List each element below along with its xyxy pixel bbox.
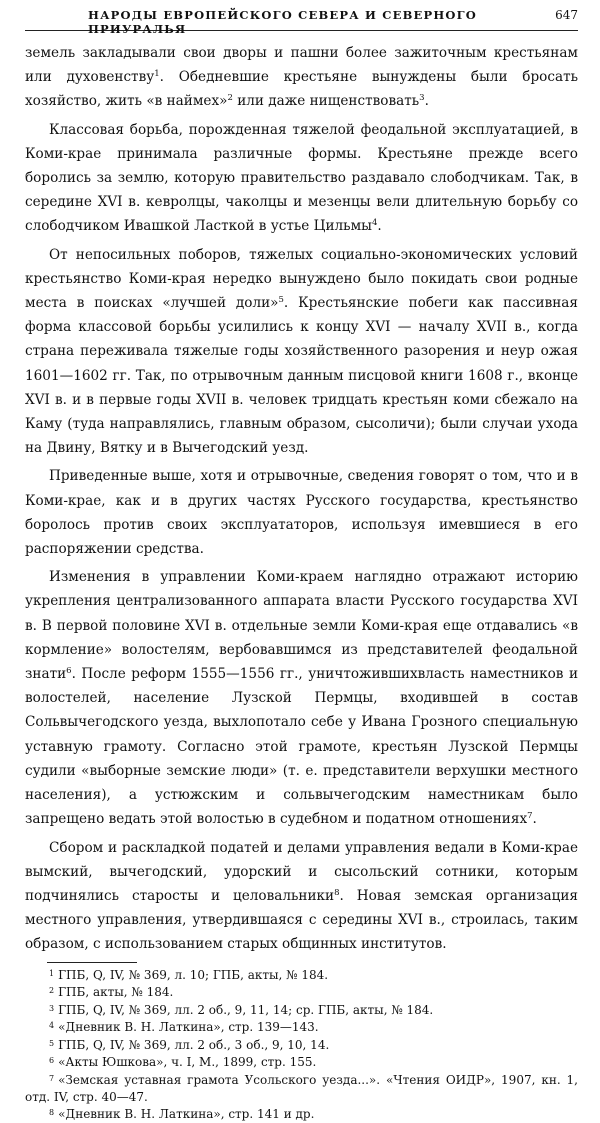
footnotes — [25, 966, 578, 1123]
footnote-2: $^2$ ГПБ, акты, № 184. — [49, 985, 174, 1000]
footnote-ref-8: 8 — [334, 887, 340, 898]
footnote-5: $^5$ ГПБ, Q, IV, № 369, лл. 2 об., 3 об., 9, 10, 14. — [49, 1037, 330, 1052]
footnote-ref-1: 1 — [154, 69, 160, 80]
footnote-3: $^3$ ГПБ, Q, IV, № 369, лл. 2 об., 9, 11, 14; ср. ГПБ, акты, № 184. — [49, 1002, 434, 1017]
footnote-4: $^4$ «Дневник В. Н. Латкина», стр. 139—143. — [49, 1020, 319, 1035]
paragraph-5: Изменения в управлении Коми-краем наглядно отражают историю укрепления централизованного аппарата власти Русского государства XVI в. В первой половине XVI в. отдельные земли Коми-края еще отдавались «в кормление» волостелям, вербовавшимся из представителей феодальной знати$^6$. После реформ 1555—1556 гг., уничтожившихвласть наместников и волостелей, население Лузской Пермцы, входившей в состав Сольвычегодского уезда, выхлопотало себе у Ивана Грозного специальную уставную грамоту. Согласно этой грамоте, крестьян Лузской Пермцы судили «выборные земские люди» (т. е. представители верхушки местного населения), а устюжским и сольвычегодским наместникам было запрещено ведать этой волостью в судебном и податном отношениях$^7$. — [25, 569, 578, 828]
running-title: НАРОДЫ ЕВРОПЕЙСКОГО СЕВЕРА И СЕВЕРНОГО ПРИУРАЛЬЯ — [88, 8, 477, 36]
paragraph-6: Сбором и раскладкой податей и делами управления ведали в Коми-крае вымский, вычегодский, удорский и сысольский сотники, которым подчинялись старосты и целовальники$^8$. Новая земская организация местного управления, утвердившаяся с середины XVI в., строилась, таким образом, с использованием старых общинных институтов. — [25, 839, 578, 953]
paragraph-2: Классовая борьба, порожденная тяжелой феодальной эксплуатацией, в Коми-крае принимала различные формы. Крестьяне прежде всего боролись за землю, которую правительство раздавало слободчикам. Так, в середине XVI в. кевролцы, чаколцы и мезенцы вели длительную борьбу со слободчиком Ивашкой Ласткой в устье Цильмы$^4$. — [25, 121, 578, 235]
footnote-8: $^8$ «Дневник В. Н. Латкина», стр. 141 и др. — [49, 1107, 315, 1122]
page-number: 647 — [555, 8, 578, 22]
running-header — [25, 8, 578, 36]
footnote-ref-7: 7 — [527, 811, 533, 822]
footnote-separator — [47, 962, 137, 963]
footnote-7: $^7$ «Земская уставная грамота Усольского уезда...». «Чтения ОИДР», 1907, кн. 1, отд. IV, стр. 40—47. — [25, 1073, 578, 1104]
book-page — [25, 8, 578, 1123]
footnote-6: $^6$ «Акты Юшкова», ч. I, М., 1899, стр. 155. — [49, 1055, 317, 1070]
footnote-ref-3: 3 — [419, 93, 425, 104]
footnote-1: $^1$ ГПБ, Q, IV, № 369, л. 10; ГПБ, акты, № 184. — [49, 967, 329, 982]
paragraph-4: Приведенные выше, хотя и отрывочные, сведения говорят о том, что и в Коми-крае, как и в других частях Русского государства, крестьянство боролось против своих эксплуататоров, используя имевшиеся в его распоряжении средства. — [25, 468, 578, 558]
footnote-ref-6: 6 — [66, 666, 72, 677]
footnote-ref-4: 4 — [371, 218, 378, 229]
paragraph-3: От непосильных поборов, тяжелых социально-экономических условий крестьянство Коми-края нередко вынуждено было покидать свои родные места в поисках «лучшей доли»$^5$. Крестьянские побеги как пассивная форма классовой борьбы усилились к концу XVI — началу XVII в., когда страна переживала тяжелые годы хозяйственного разорения и неур ожая 1601—1602 гг. Так, по отрывочным данным писцовой книги 1608 г., вконце XVI в. и в первые годы XVII в. человек тридцать крестьян коми сбежало на Каму (туда направлялись, главным образом, сысоличи); были случаи ухода на Двину, Вятку и в Вычегодский уезд. — [25, 246, 578, 457]
footnote-ref-2: 2 — [227, 93, 233, 104]
paragraph-1: земель закладывали свои дворы и пашни более зажиточным крестьянам или духовенству$^1$. Обедневшие крестьяне вынуждены были бросать хозяйство, жить «в наймех»$^2$ или даже нищенствовать$^3$. — [25, 45, 578, 110]
main-text — [25, 41, 578, 957]
footnote-ref-5: 5 — [278, 295, 284, 306]
